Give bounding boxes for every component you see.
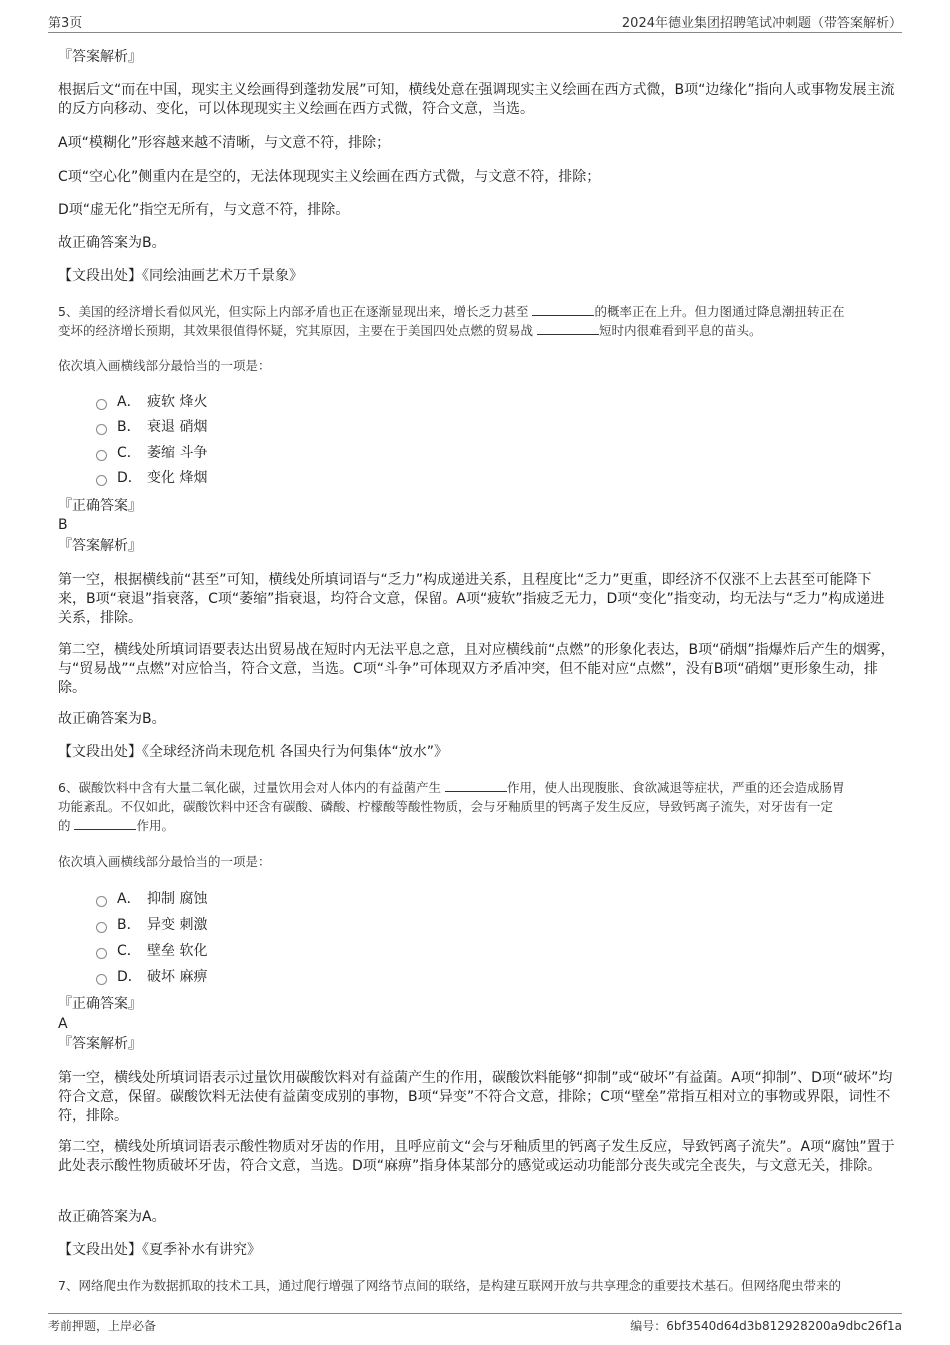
analysis-label: 『答案解析』 xyxy=(58,538,142,554)
analysis-paragraph: 第一空，横线处所填词语表示过量饮用碳酸饮料对有益菌产生的作用，碳酸饮料能够“抑制”或“破坏”有益菌。A项“抑制”、D项“破坏”均符合文意，保留。碳酸饮料无法使有益菌变成别的事物，B项“异变”不符合文意，排除；C项“壁垒”常指互相对立的事物或界限，词性不符，排除。 xyxy=(58,1070,893,1124)
fill-blank xyxy=(74,817,136,830)
source-citation: 【文段出处】《夏季补水有讲究》 xyxy=(58,1242,261,1258)
option-c[interactable]: C． 萎缩 斗争 xyxy=(96,443,207,463)
answer-conclusion: 故正确答案为A。 xyxy=(58,1209,166,1225)
analysis-paragraph: 根据后文“而在中国，现实主义绘画得到蓬勃发展”可知，横线处意在强调现实主义绘画在西方式微，B项“边缘化”指向人或事物发展主流的反方向移动、变化，可以体现现实主义绘画在西方式微，符合文意，当选。 xyxy=(58,82,895,117)
radio-icon[interactable] xyxy=(96,948,107,959)
correct-answer: A xyxy=(58,1016,68,1032)
question-stem: 5、美国的经济增长看似风光，但实际上内部矛盾也正在逐渐显现出来，增长乏力甚至 的概率正在上升。但力图通过降息潮扭转正在 变坏的经济增长预期，其效果很值得怀疑，究其原因，主要在于美国四处点燃的贸易战 短时内很难看到平息的苗头。 xyxy=(58,304,845,338)
correct-answer-label: 『正确答案』 xyxy=(58,996,142,1012)
question-stem: 6、碳酸饮料中含有大量二氧化碳，过量饮用会对人体内的有益菌产生 作用，使人出现腹胀、食欲减退等症状，严重的还会造成肠胃 功能紊乱。不仅如此，碳酸饮料中还含有碳酸、磷酸、柠檬酸等酸性物质，会与牙釉质里的钙离子发生反应，导致钙离子流失，对牙齿有一定 的 作用。 xyxy=(58,780,845,833)
correct-answer: B xyxy=(58,517,68,533)
analysis-paragraph: 第一空，根据横线前“甚至”可知，横线处所填词语与“乏力”构成递进关系，且程度比“乏力”更重，即经济不仅涨不上去甚至可能降下来，B项“衰退”指衰落，C项“萎缩”指衰退，均符合文意，保留。A项“疲软”指疲乏无力，D项“变化”指变动，均无法与“乏力”构成递进关系，排除。 xyxy=(58,572,885,626)
radio-icon[interactable] xyxy=(96,399,107,410)
question-prompt: 依次填入画横线部分最恰当的一项是： xyxy=(58,358,271,373)
option-b[interactable]: B． 异变 刺激 xyxy=(96,915,207,935)
question-stem: 7、网络爬虫作为数据抓取的技术工具，通过爬行增强了网络节点间的联络，是构建互联网开放与共享理念的重要技术基石。但网络爬虫带来的 xyxy=(58,1278,841,1293)
option-d[interactable]: D． 变化 烽烟 xyxy=(96,468,207,488)
analysis-paragraph: D项“虚无化”指空无所有，与文意不符，排除。 xyxy=(58,202,350,218)
radio-icon[interactable] xyxy=(96,896,107,907)
document-title: 2024年德业集团招聘笔试冲刺题（带答案解析） xyxy=(621,16,902,31)
radio-icon[interactable] xyxy=(96,424,107,435)
analysis-label: 『答案解析』 xyxy=(58,1036,142,1052)
page-footer xyxy=(48,1313,902,1336)
fill-blank xyxy=(445,779,507,792)
radio-icon[interactable] xyxy=(96,475,107,486)
analysis-paragraph: A项“模糊化”形容越来越不清晰，与文意不符，排除； xyxy=(58,135,391,151)
footer-slogan: 考前押题，上岸必备 xyxy=(48,1319,157,1333)
radio-icon[interactable] xyxy=(96,974,107,985)
answer-conclusion: 故正确答案为B。 xyxy=(58,711,166,727)
question-prompt: 依次填入画横线部分最恰当的一项是： xyxy=(58,854,271,869)
analysis-paragraph: 第二空，横线处所填词语表示酸性物质对牙齿的作用，且呼应前文“会与牙釉质里的钙离子发生反应，导致钙离子流失”。A项“腐蚀”置于此处表示酸性物质破坏牙齿，符合文意，当选。D项“麻痹”指身体某部分的感觉或运动功能部分丧失或完全丧失，与文意无关，排除。 xyxy=(58,1139,895,1174)
fill-blank xyxy=(532,303,594,316)
answer-conclusion: 故正确答案为B。 xyxy=(58,235,166,251)
analysis-label: 『答案解析』 xyxy=(58,49,142,65)
option-d[interactable]: D． 破坏 麻痹 xyxy=(96,967,207,987)
analysis-paragraph: 第二空，横线处所填词语要表达出贸易战在短时内无法平息之意，且对应横线前“点燃”的形象化表达，B项“硝烟”指爆炸后产生的烟雾，与“贸易战”“点燃”对应恰当，符合文意，当选。C项“斗争”可体现双方矛盾冲突，但不能对应“点燃”，没有B项“硝烟”更形象生动，排除。 xyxy=(58,642,895,696)
document-code: 编号：6bf3540d64d3b812928200a9dbc26f1a xyxy=(630,1319,902,1333)
correct-answer-label: 『正确答案』 xyxy=(58,498,142,514)
option-c[interactable]: C． 壁垒 软化 xyxy=(96,941,207,961)
page-number: 第3页 xyxy=(48,16,83,31)
page-header xyxy=(48,12,902,33)
source-citation: 【文段出处】《同绘油画艺术万千景象》 xyxy=(58,268,303,284)
radio-icon[interactable] xyxy=(96,922,107,933)
fill-blank xyxy=(537,322,599,335)
option-b[interactable]: B． 衰退 硝烟 xyxy=(96,417,207,437)
source-citation: 【文段出处】《全球经济尚未现危机 各国央行为何集体“放水”》 xyxy=(58,744,448,760)
option-a[interactable]: A． 疲软 烽火 xyxy=(96,392,207,412)
radio-icon[interactable] xyxy=(96,450,107,461)
option-a[interactable]: A． 抑制 腐蚀 xyxy=(96,889,207,909)
analysis-paragraph: C项“空心化”侧重内在是空的，无法体现现实主义绘画在西方式微，与文意不符，排除； xyxy=(58,169,601,185)
